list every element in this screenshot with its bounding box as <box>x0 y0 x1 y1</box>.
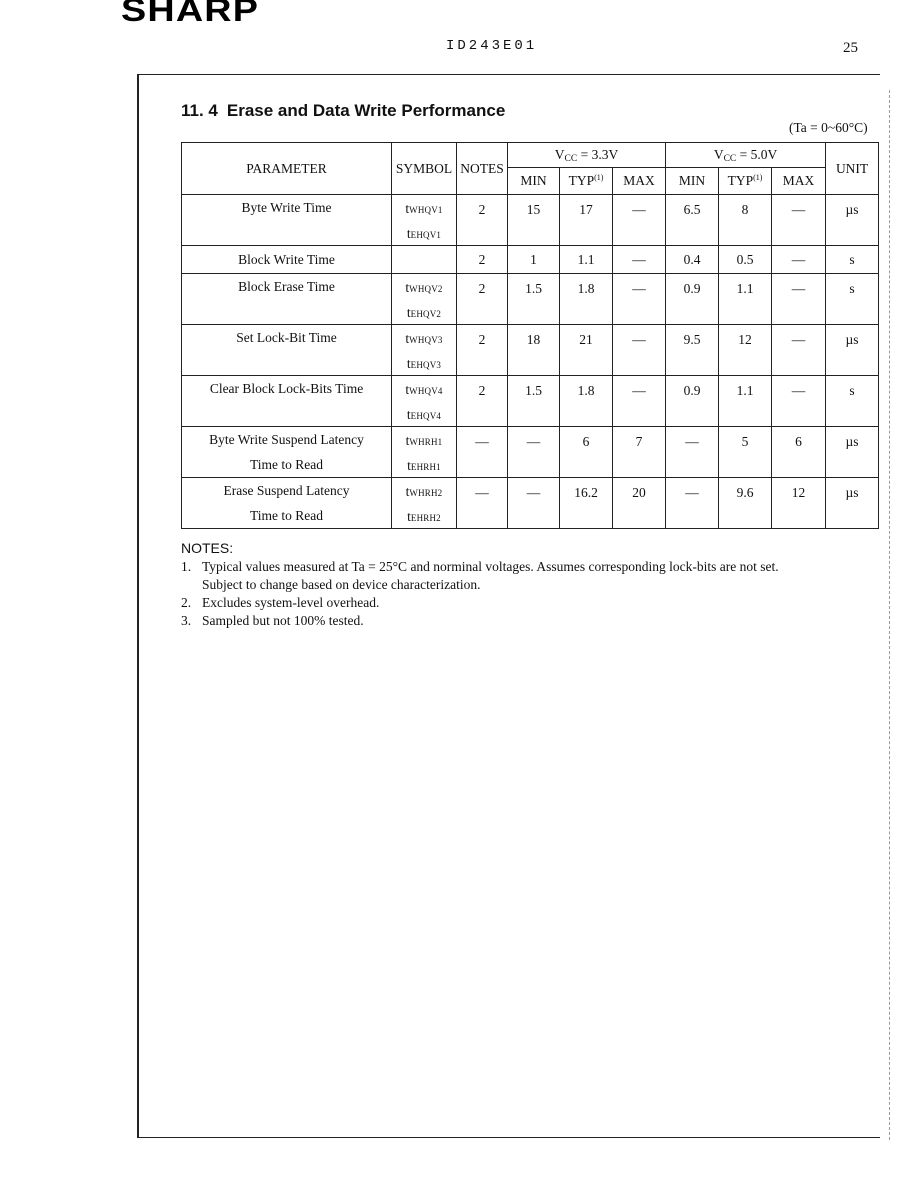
min-3v3-cell: 1.5 <box>508 376 560 427</box>
max-5v0-cell: — <box>772 376 826 427</box>
typ-5v0-cell: 1.1 <box>719 376 772 427</box>
max-3v3-cell: 20 <box>613 478 666 529</box>
min-3v3-cell: 1.5 <box>508 274 560 325</box>
max-5v0-cell: — <box>772 246 826 274</box>
table-row <box>182 246 879 274</box>
page-frame-right-edge <box>889 90 890 1140</box>
table-row <box>182 427 879 478</box>
max-3v3-cell: — <box>613 325 666 376</box>
header-max-5v0: MAX <box>772 168 826 195</box>
notes-cell: 2 <box>457 246 508 274</box>
header-vcc-5v0: $V_{CC} = 5.0V$ <box>666 143 826 168</box>
min-5v0-cell: 9.5 <box>666 325 719 376</box>
typ-3v3-cell: 17 <box>560 195 613 246</box>
min-3v3-cell: 18 <box>508 325 560 376</box>
notes-heading: NOTES: <box>181 540 234 556</box>
notes-list <box>181 558 871 630</box>
header-typ-3v3: TYP$^{(1)}$ <box>560 168 613 195</box>
max-3v3-cell: — <box>613 246 666 274</box>
table-row <box>182 274 879 325</box>
notes-cell: 2 <box>457 376 508 427</box>
typ-3v3-cell: 1.8 <box>560 376 613 427</box>
min-5v0-cell: 0.4 <box>666 246 719 274</box>
symbol-cell: tWHRH1 tEHRH1 <box>392 427 457 478</box>
max-3v3-cell: — <box>613 195 666 246</box>
max-3v3-cell: 7 <box>613 427 666 478</box>
unit-cell: µs <box>826 325 879 376</box>
min-5v0-cell: — <box>666 427 719 478</box>
min-3v3-cell: 15 <box>508 195 560 246</box>
header-unit: UNIT <box>826 143 879 195</box>
header-notes: NOTES <box>457 143 508 195</box>
document-id: ID243E01 <box>446 38 538 54</box>
typ-5v0-cell: 12 <box>719 325 772 376</box>
symbol-cell <box>392 246 457 274</box>
header-min-5v0: MIN <box>666 168 719 195</box>
header-symbol: SYMBOL <box>392 143 457 195</box>
notes-cell: — <box>457 427 508 478</box>
typ-3v3-cell: 1.8 <box>560 274 613 325</box>
header-min-3v3: MIN <box>508 168 560 195</box>
note-item <box>181 558 871 594</box>
unit-cell: s <box>826 274 879 325</box>
param-cell: Block Erase Time <box>182 274 392 325</box>
section-heading <box>181 101 505 121</box>
note-text: Excludes system-level overhead. <box>202 595 380 610</box>
unit-cell: µs <box>826 478 879 529</box>
param-cell: Clear Block Lock-Bits Time <box>182 376 392 427</box>
header-parameter: PARAMETER <box>182 143 392 195</box>
max-3v3-cell: — <box>613 376 666 427</box>
typ-5v0-cell: 9.6 <box>719 478 772 529</box>
symbol-cell: tWHQV1 tEHQV1 <box>392 195 457 246</box>
note-text: Sampled but not 100% tested. <box>202 613 364 628</box>
notes-cell: 2 <box>457 195 508 246</box>
unit-cell: µs <box>826 427 879 478</box>
min-3v3-cell: 1 <box>508 246 560 274</box>
typ-3v3-cell: 1.1 <box>560 246 613 274</box>
note-number: 3. <box>181 613 192 628</box>
unit-cell: s <box>826 376 879 427</box>
note-text-continued: Subject to change based on device characterization. <box>202 577 481 592</box>
unit-cell: µs <box>826 195 879 246</box>
max-5v0-cell: 12 <box>772 478 826 529</box>
header-typ-5v0: TYP$^{(1)}$ <box>719 168 772 195</box>
max-3v3-cell: — <box>613 274 666 325</box>
param-cell: Erase Suspend Latency Time to Read <box>182 478 392 529</box>
table-row <box>182 325 879 376</box>
param-cell: Set Lock-Bit Time <box>182 325 392 376</box>
param-cell: Byte Write Time <box>182 195 392 246</box>
min-5v0-cell: — <box>666 478 719 529</box>
param-cell: Byte Write Suspend Latency Time to Read <box>182 427 392 478</box>
note-number: 2. <box>181 595 192 610</box>
table-header-row <box>182 143 879 168</box>
table-row <box>182 195 879 246</box>
symbol-cell: tWHQV4 tEHQV4 <box>392 376 457 427</box>
min-5v0-cell: 6.5 <box>666 195 719 246</box>
section-title: Erase and Data Write Performance <box>226 101 506 120</box>
brand-logo: SHARP <box>121 0 260 28</box>
note-item <box>181 594 871 612</box>
typ-5v0-cell: 1.1 <box>719 274 772 325</box>
symbol-cell: tWHQV2 tEHQV2 <box>392 274 457 325</box>
typ-5v0-cell: 8 <box>719 195 772 246</box>
max-5v0-cell: — <box>772 274 826 325</box>
min-3v3-cell: — <box>508 427 560 478</box>
param-cell: Block Write Time <box>182 246 392 274</box>
table-row <box>182 376 879 427</box>
performance-table <box>181 142 879 529</box>
test-conditions: (Ta = 0~60°C) <box>789 120 868 135</box>
page-number: 25 <box>843 40 858 56</box>
note-text: Typical values measured at Ta = 25°C and norminal voltages. Assumes corresponding lock-bits are not set. <box>202 559 779 574</box>
notes-cell: 2 <box>457 325 508 376</box>
notes-cell: 2 <box>457 274 508 325</box>
min-5v0-cell: 0.9 <box>666 274 719 325</box>
max-5v0-cell: 6 <box>772 427 826 478</box>
note-number: 1. <box>181 559 192 574</box>
typ-5v0-cell: 0.5 <box>719 246 772 274</box>
table-row <box>182 478 879 529</box>
header-max-3v3: MAX <box>613 168 666 195</box>
typ-3v3-cell: 6 <box>560 427 613 478</box>
note-item <box>181 612 871 630</box>
typ-5v0-cell: 5 <box>719 427 772 478</box>
max-5v0-cell: — <box>772 195 826 246</box>
typ-3v3-cell: 21 <box>560 325 613 376</box>
symbol-cell: tWHRH2 tEHRH2 <box>392 478 457 529</box>
header-vcc-3v3: $V_{CC} = 3.3V$ <box>508 143 666 168</box>
symbol-cell: tWHQV3 tEHQV3 <box>392 325 457 376</box>
section-number: 11. 4 <box>181 101 218 120</box>
min-5v0-cell: 0.9 <box>666 376 719 427</box>
max-5v0-cell: — <box>772 325 826 376</box>
min-3v3-cell: — <box>508 478 560 529</box>
notes-cell: — <box>457 478 508 529</box>
typ-3v3-cell: 16.2 <box>560 478 613 529</box>
unit-cell: s <box>826 246 879 274</box>
